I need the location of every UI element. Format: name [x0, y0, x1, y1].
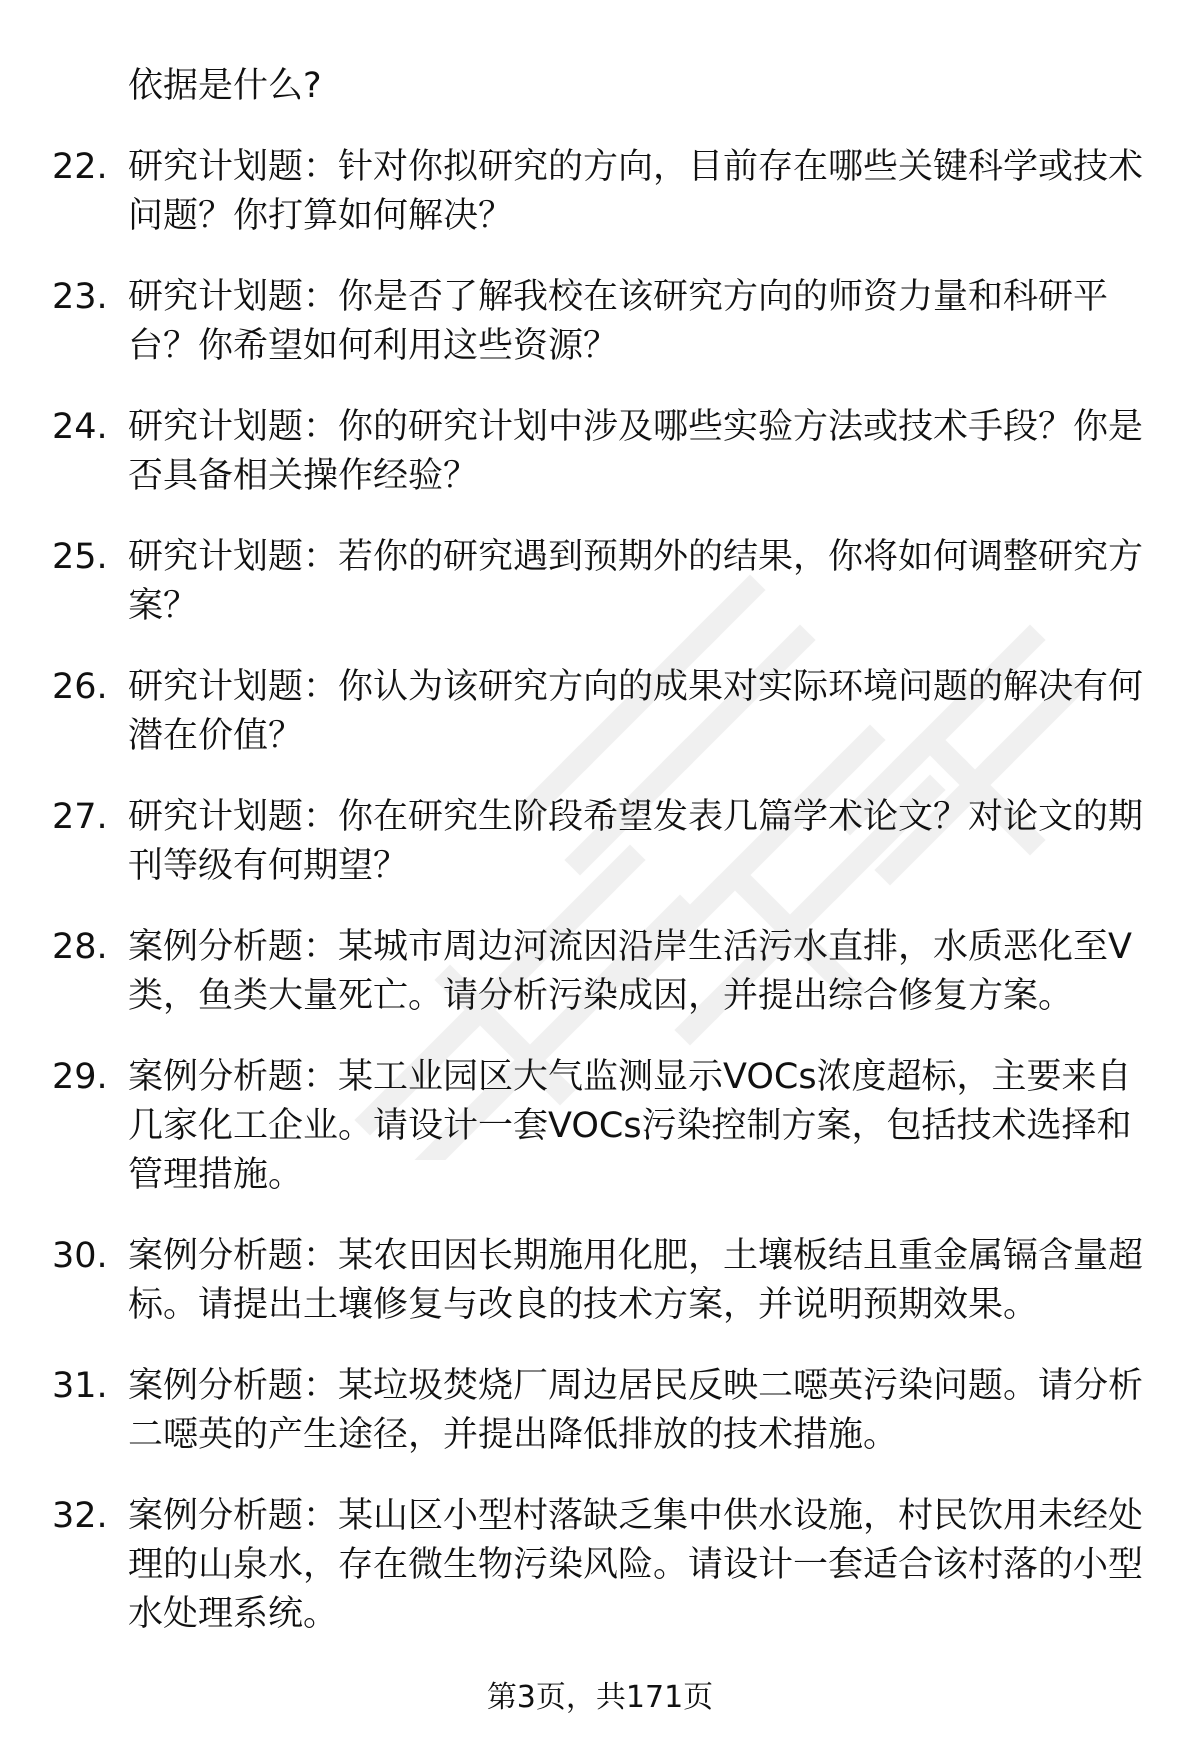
- item-number: 30.: [52, 1236, 108, 1276]
- list-item: [52, 273, 1152, 371]
- item-number: 25.: [52, 537, 108, 577]
- list-item: [52, 143, 1152, 241]
- item-number: 31.: [52, 1366, 108, 1406]
- list-item: [52, 1232, 1152, 1330]
- continued-text: 依据是什么?: [128, 66, 322, 106]
- list-item: [52, 1362, 1152, 1460]
- item-text: 研究计划题：针对你拟研究的方向，目前存在哪些关键科学或技术问题？你打算如何解决？: [128, 147, 1144, 236]
- item-text: 研究计划题：你在研究生阶段希望发表几篇学术论文？对论文的期刊等级有何期望？: [128, 797, 1144, 886]
- item-text: 案例分析题：某农田因长期施用化肥，土壤板结且重金属镉含量超标。请提出土壤修复与改良的技术方案，并说明预期效果。: [128, 1236, 1144, 1325]
- list-item: [52, 1053, 1152, 1200]
- item-number: 22.: [52, 147, 108, 187]
- list-item: [52, 663, 1152, 761]
- item-text: 研究计划题：你认为该研究方向的成果对实际环境问题的解决有何潜在价值？: [128, 667, 1144, 756]
- item-text: 研究计划题：你的研究计划中涉及哪些实验方法或技术手段？你是否具备相关操作经验？: [128, 407, 1144, 496]
- item-text: 案例分析题：某城市周边河流因沿岸生活污水直排，水质恶化至V类，鱼类大量死亡。请分析污染成因，并提出综合修复方案。: [128, 927, 1132, 1016]
- question-list: [52, 62, 1152, 1671]
- item-number: 23.: [52, 277, 108, 317]
- item-number: 27.: [52, 797, 108, 837]
- item-number: 29.: [52, 1057, 108, 1097]
- item-number: 28.: [52, 927, 108, 967]
- item-text: 研究计划题：若你的研究遇到预期外的结果，你将如何调整研究方案？: [128, 537, 1144, 626]
- item-text: 研究计划题：你是否了解我校在该研究方向的师资力量和科研平台？你希望如何利用这些资源？: [128, 277, 1109, 366]
- item-number: 24.: [52, 407, 108, 447]
- item-text: 案例分析题：某垃圾焚烧厂周边居民反映二噁英污染问题。请分析二噁英的产生途径，并提出降低排放的技术措施。: [128, 1366, 1144, 1455]
- page-number-footer: 第3页，共171页: [486, 1680, 714, 1715]
- item-number: 32.: [52, 1496, 108, 1536]
- item-number: 26.: [52, 667, 108, 707]
- item-text: 案例分析题：某山区小型村落缺乏集中供水设施，村民饮用未经处理的山泉水，存在微生物污染风险。请设计一套适合该村落的小型水处理系统。: [128, 1496, 1144, 1634]
- list-item: [52, 923, 1152, 1021]
- list-item: [52, 403, 1152, 501]
- list-item: [52, 793, 1152, 891]
- list-item: [52, 533, 1152, 631]
- list-item: [52, 1492, 1152, 1639]
- item-text: 案例分析题：某工业园区大气监测显示VOCs浓度超标，主要来自几家化工企业。请设计一套VOCs污染控制方案，包括技术选择和管理措施。: [128, 1057, 1132, 1195]
